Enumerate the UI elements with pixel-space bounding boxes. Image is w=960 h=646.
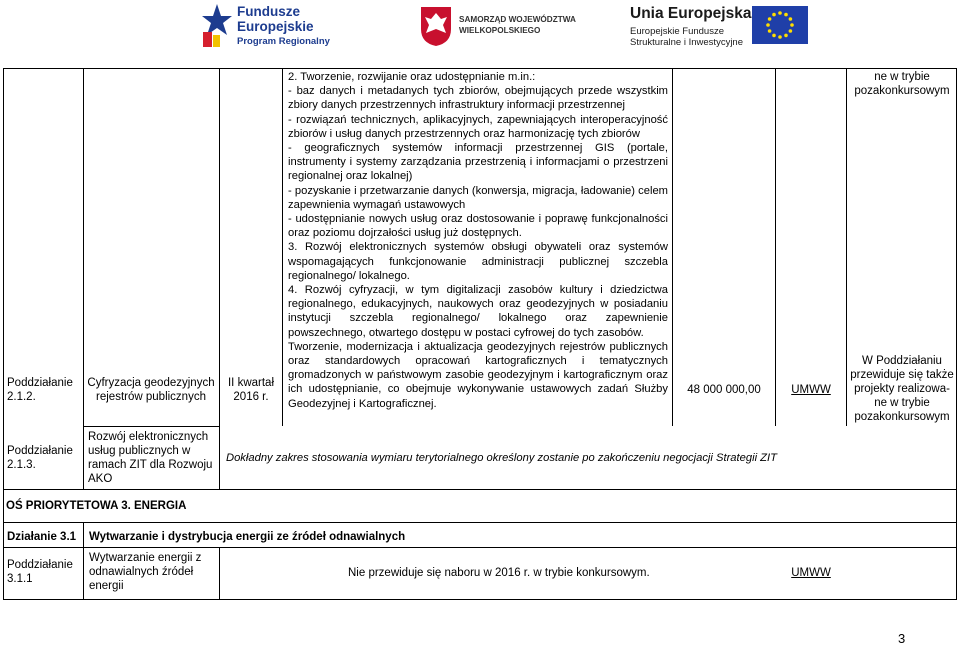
ue-line1: Unia Europejska bbox=[630, 5, 752, 22]
institution-link[interactable]: UMWW bbox=[791, 384, 831, 396]
scope-line: 2. Tworzenie, rozwijanie oraz udostępnianie m.in.: bbox=[288, 71, 536, 83]
territorial-note: Dokładny zakres stosowania wymiaru terytorialnego określony zostanie po zakończeniu negocjacji Strategii ZIT bbox=[226, 452, 777, 464]
scope-line: - pozyskanie i przetwarzanie danych (konwersja, migracja, ładowanie) celem zapewnienia wymagań ustawowych bbox=[288, 184, 668, 211]
scope-line: - rozwiązań technicznych, aplikacyjnych, zapewniających interoperacyjność zbiorów i usług danych przestrzennych oraz harmonizację tych zbiorów bbox=[288, 113, 668, 140]
priority-axis-title: OŚ PRIORYTETOWA 3. ENERGIA bbox=[6, 500, 187, 512]
subaction-2-1-3-name: Rozwój elektronicznych usług publicznych w ramach ZIT dla Rozwoju AKO bbox=[88, 431, 213, 485]
samorzad-logo bbox=[419, 5, 576, 47]
subaction-2-1-2: Poddziałanie 2.1.2. bbox=[7, 377, 73, 403]
scope-line: 4. Rozwój cyfryzacji, w tym digitalizacji zasobów kultury i dziedzictwa regionalnego, edukacyjnych, naukowych oraz geodezyjnych w posiadaniu instytucji szczebla regionalnego/ lokalnego oraz zapewnienie powszechnego, otwartego dostępu w postaci cyfrowej do tych zasobów. bbox=[288, 284, 668, 339]
eagle-shield-icon bbox=[419, 5, 453, 47]
fundusze-europejskie-logo bbox=[201, 2, 330, 50]
fe-line1: Fundusze bbox=[237, 4, 300, 19]
scope-description bbox=[288, 70, 668, 411]
subaction-3-1-1-name: Wytwarzanie energii z odnawialnych źródeł energii bbox=[89, 552, 202, 592]
subaction-2-1-3: Poddziałanie 2.1.3. bbox=[7, 445, 73, 471]
fe-line3: Program Regionalny bbox=[237, 36, 330, 47]
remarks-top: ne w trybie pozakonkursowym bbox=[854, 71, 950, 97]
allocation-amount: 48 000 000,00 bbox=[687, 384, 761, 396]
scope-line: 3. Rozwój elektronicznych systemów obsługi obywateli oraz systemów wspomagających funkcjonowanie administracji publicznej szczebla regionalnego/ lokalnego. bbox=[288, 241, 668, 282]
fe-line2: Europejskie bbox=[237, 19, 314, 34]
institution-link-3[interactable]: UMWW bbox=[791, 567, 831, 579]
call-period: II kwartał 2016 r. bbox=[227, 377, 274, 403]
unia-europejska-logo bbox=[628, 4, 813, 48]
subaction-3-1-1: Poddziałanie 3.1.1 bbox=[7, 559, 73, 585]
remarks-bottom: W Poddziałaniu przewiduje się także projekty realizowa-ne w trybie pozakonkursowym bbox=[850, 355, 954, 423]
call-info: Nie przewiduje się naboru w 2016 r. w trybie konkursowym. bbox=[348, 567, 650, 579]
ue-line2: Europejskie Fundusze bbox=[630, 26, 724, 37]
page-number: 3 bbox=[898, 631, 906, 646]
subaction-2-1-2-name: Cyfryzacja geodezyjnych rejestrów publicznych bbox=[87, 377, 215, 403]
scope-line: - baz danych i metadanych tych zbiorów, obejmujących przede wszystkim zbiory danych przestrzennych infrastruktury informacji przestrzennej bbox=[288, 85, 668, 112]
action-label: Działanie 3.1 bbox=[7, 531, 77, 543]
sw-line2: WIELKOPOLSKIEGO bbox=[459, 26, 541, 35]
scope-line: - udostępnianie nowych usług oraz dostosowanie i poprawę funkcjonalności oraz poziomu dojrzałości usług już dostępnych. bbox=[288, 213, 668, 240]
scope-line: - geograficznych systemów informacji przestrzennej GIS (portale, instrumenty i systemy zarządzania przestrzenią i informacjami o przestrzeni regionalnej oraz lokalnej) bbox=[288, 142, 668, 183]
sw-line1: SAMORZĄD WOJEWÓDZTWA bbox=[459, 15, 576, 24]
scope-line: Tworzenie, modernizacja i aktualizacja geodezyjnych rejestrów publicznych oraz standardowych opracowań kartograficznych i tematycznych gromadzonych w państwowym zasobie geodezyjnym i kartograficznym oraz ich udostępnianie, co obejmuje wykonywanie ustawowych zadań Służby Geodezyjnej i Kartograficznej. bbox=[288, 340, 668, 410]
eu-flag-icon bbox=[752, 6, 808, 44]
ue-line3: Strukturalne i Inwestycyjne bbox=[630, 37, 743, 48]
fe-star-icon bbox=[201, 2, 233, 50]
action-title: Wytwarzanie i dystrybucja energii ze źródeł odnawialnych bbox=[89, 531, 406, 543]
